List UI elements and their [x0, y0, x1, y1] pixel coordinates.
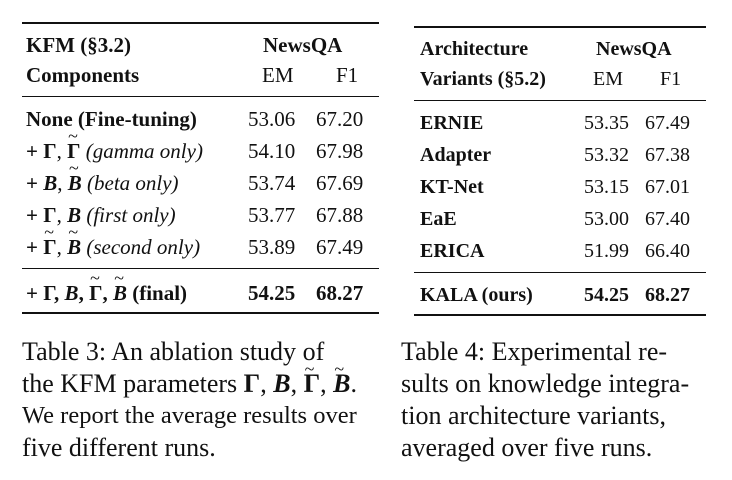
row-note: (beta only) [87, 171, 179, 195]
table3-final-em: 54.25 [248, 281, 296, 305]
table3-row-em: 53.89 [248, 235, 296, 259]
comma: , [78, 281, 84, 305]
caption-word: architecture [447, 401, 571, 430]
gamma-tilde-symbol: ~ Γ [67, 138, 80, 164]
caption-word: of [302, 337, 325, 366]
table3-row-f1: 67.49 [316, 235, 364, 259]
comma: , [57, 171, 63, 195]
beta-symbol: B [64, 281, 79, 305]
table4-header-dataset: NewsQA [596, 38, 672, 60]
gamma-symbol: Γ [43, 203, 57, 227]
table4-row-label: Adapter [420, 144, 492, 166]
caption-word: Experimental [491, 337, 632, 366]
caption-word: knowledge [487, 369, 602, 398]
caption-line: the KFM parameters Γ, B, ~ Γ, ~ B. [22, 368, 388, 400]
caption-word: variants, [577, 401, 666, 430]
row-note: (second only) [86, 235, 201, 259]
table4-row-f1: 67.49 [645, 112, 690, 134]
beta-tilde-symbol: ~ B [333, 368, 350, 400]
table3-final-label [26, 280, 187, 306]
table3-row-em: 53.06 [248, 107, 296, 131]
table3-row-em: 53.77 [248, 203, 296, 227]
table4-row-f1: 66.40 [645, 240, 690, 262]
table4-row-em: 53.35 [584, 112, 629, 134]
plus-sign: + [26, 139, 38, 163]
table3-row-f1: 67.88 [316, 203, 364, 227]
table3-bottom-rule [22, 312, 379, 314]
table3-header-group-line2: Components [26, 63, 140, 87]
table3-mid-rule [22, 268, 379, 269]
caption-word: study [239, 337, 297, 366]
gamma-symbol: Γ [43, 139, 57, 163]
plus-sign: + [26, 171, 38, 195]
gamma-symbol: Γ [243, 369, 261, 398]
caption-word: tion [401, 401, 442, 430]
caption-line: We report the average results over [22, 402, 357, 429]
table4-row-em: 53.32 [584, 144, 629, 166]
table4-row-f1: 67.01 [645, 176, 690, 198]
table3-row-f1: 67.69 [316, 171, 364, 195]
table3-top-rule [22, 22, 379, 24]
table4-row-em: 53.15 [584, 176, 629, 198]
caption-line [401, 400, 717, 432]
plus-sign: + [26, 235, 38, 259]
table4-row-f1: 67.38 [645, 144, 690, 166]
comma: , [56, 235, 62, 259]
gamma-symbol: Γ [43, 281, 55, 305]
table4-bottom-rule [414, 314, 706, 316]
caption-word: Table 4: [401, 337, 486, 366]
caption-word: An [111, 337, 143, 366]
beta-tilde-symbol: ~ B [113, 280, 127, 306]
table3-header-group-line1: KFM (§3.2) [26, 33, 131, 57]
gamma-tilde-symbol: ~ Γ [89, 280, 102, 306]
table4-header-group-line1: Architecture [420, 38, 529, 60]
caption-line [401, 368, 717, 400]
table3-row-f1: 67.98 [316, 139, 364, 163]
table4-top-rule [414, 26, 706, 28]
beta-symbol: B [67, 203, 82, 227]
caption-word: on [455, 369, 482, 398]
table3-row-label [26, 170, 179, 196]
plus-sign: + [26, 281, 38, 305]
table4-final-f1: 68.27 [645, 284, 690, 306]
caption-word: Table 3: [22, 337, 107, 366]
table4-row-em: 51.99 [584, 240, 629, 262]
table4-header-f1: F1 [660, 68, 682, 90]
gamma-tilde-symbol: ~ Γ [43, 234, 56, 260]
beta-symbol: B [273, 369, 291, 398]
caption-word: integra- [608, 369, 690, 398]
caption-text: the KFM parameters [22, 369, 238, 398]
comma: , [56, 139, 62, 163]
table4-row-label: EaE [420, 208, 457, 230]
caption-word: sults [401, 369, 449, 398]
table4-header-em: EM [593, 68, 623, 90]
table3-row-label: None (Fine-tuning) [26, 107, 197, 131]
caption-word: ablation [149, 337, 234, 366]
gamma-tilde-symbol: ~ Γ [304, 368, 321, 400]
table3-header-em: EM [262, 63, 294, 87]
table4-header-rule [414, 100, 706, 101]
row-note: (first only) [86, 203, 176, 227]
table4-row-label: ERICA [420, 240, 485, 262]
table4-final-em: 54.25 [584, 284, 629, 306]
row-note: (final) [132, 281, 188, 305]
plus-sign: + [26, 203, 38, 227]
table3-row-em: 54.10 [248, 139, 296, 163]
comma: , [102, 281, 108, 305]
table3-header-rule [22, 96, 379, 97]
comma: , [56, 203, 62, 227]
table3-row-label [26, 234, 200, 260]
table4-row-label: ERNIE [420, 112, 484, 134]
caption-text: . [350, 369, 357, 398]
table3-caption [22, 336, 388, 464]
caption-line: averaged over five runs. [401, 433, 653, 462]
table4-header-group-line2: Variants (§5.2) [420, 68, 546, 90]
table4-caption [401, 336, 717, 464]
beta-symbol: B [43, 171, 58, 195]
table4-mid-rule [414, 272, 706, 273]
row-note: (gamma only) [85, 139, 203, 163]
table4-final-label: KALA (ours) [420, 284, 533, 306]
caption-line: five different runs. [22, 433, 216, 462]
table4-row-f1: 67.40 [645, 208, 690, 230]
comma: , [54, 281, 60, 305]
table4-row-em: 53.00 [584, 208, 629, 230]
table3-row-label [26, 138, 203, 164]
caption-word: re- [638, 337, 668, 366]
beta-tilde-symbol: ~ B [67, 234, 81, 260]
caption-line [22, 336, 388, 368]
table3-row-f1: 67.20 [316, 107, 364, 131]
beta-tilde-symbol: ~ B [68, 170, 82, 196]
table3-header-f1: F1 [336, 63, 359, 87]
caption-line [401, 336, 717, 368]
table4-row-label: KT-Net [420, 176, 484, 198]
table3-header-dataset: NewsQA [263, 33, 343, 57]
table3-row-em: 53.74 [248, 171, 296, 195]
table3-final-f1: 68.27 [316, 281, 364, 305]
